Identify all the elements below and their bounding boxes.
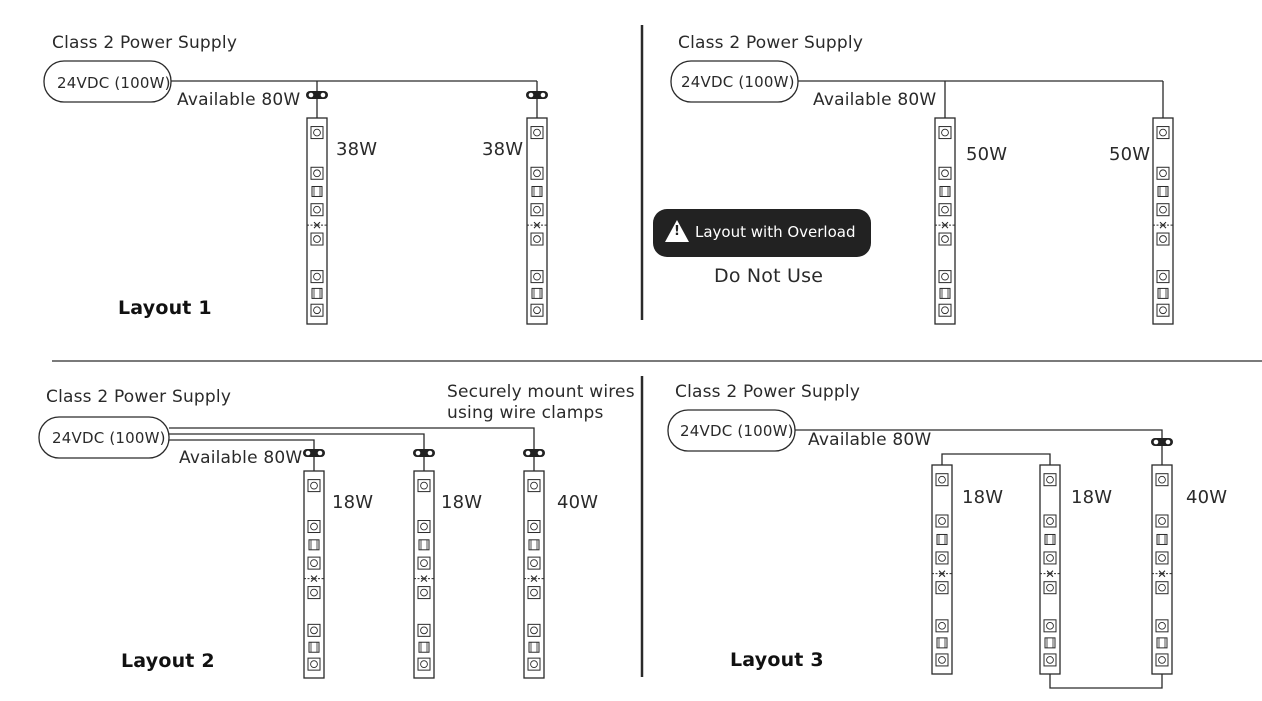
wire — [169, 428, 534, 449]
strip-watt-layout-1-b: 38W — [482, 139, 524, 160]
led-chip-icon — [308, 480, 320, 492]
wire — [1050, 674, 1162, 688]
led-chip-icon — [311, 127, 323, 139]
resistor-icon — [1045, 534, 1055, 544]
led-chip-icon — [939, 233, 951, 245]
led-chip-icon — [939, 271, 951, 283]
led-chip-icon — [418, 658, 430, 670]
led-strip-layout-3-a — [932, 465, 952, 674]
led-chip-icon — [936, 582, 948, 594]
psu-label-overload: Class 2 Power Supply — [678, 33, 864, 53]
led-chip-icon — [936, 474, 948, 486]
led-chip-icon — [528, 624, 540, 636]
led-chip-icon — [939, 304, 951, 316]
led-chip-icon — [528, 480, 540, 492]
connector-hole — [428, 451, 433, 456]
led-chip-icon — [531, 304, 543, 316]
led-chip-icon — [308, 521, 320, 533]
wire — [169, 434, 424, 449]
led-chip-icon — [1044, 552, 1056, 564]
wire — [942, 454, 1050, 465]
connector-hole — [1154, 440, 1159, 445]
led-strip-layout-1-a — [307, 118, 327, 324]
connector-hole — [309, 93, 314, 98]
led-chip-icon — [528, 557, 540, 569]
resistor-icon — [312, 288, 322, 298]
wire-clamp-note-line-1: Securely mount wires — [447, 382, 635, 402]
led-chip-icon — [528, 658, 540, 670]
resistor-icon — [309, 642, 319, 652]
connector-icon — [413, 449, 435, 457]
led-chip-icon — [418, 557, 430, 569]
led-chip-icon — [1157, 204, 1169, 216]
exclamation-icon: ! — [674, 224, 680, 239]
resistor-icon — [1158, 186, 1168, 196]
led-chip-icon — [528, 587, 540, 599]
connector-hole — [321, 93, 326, 98]
resistor-icon — [532, 186, 542, 196]
led-chip-icon — [936, 654, 948, 666]
strip-watt-layout-3-b: 18W — [1071, 487, 1113, 508]
led-chip-icon — [1044, 515, 1056, 527]
led-strip-layout-2-b — [414, 471, 434, 678]
psu-rating-layout-1: 24VDC (100W) — [57, 74, 171, 92]
led-chip-icon — [531, 167, 543, 179]
resistor-icon — [532, 288, 542, 298]
strip-watt-layout-2-a: 18W — [332, 492, 374, 513]
resistor-icon — [419, 642, 429, 652]
led-chip-icon — [531, 204, 543, 216]
led-strip-layout-3-b — [1040, 465, 1060, 674]
psu-label-layout-2: Class 2 Power Supply — [46, 387, 232, 407]
led-chip-icon — [1044, 582, 1056, 594]
led-strip-layout-2-c — [524, 471, 544, 678]
resistor-icon — [529, 642, 539, 652]
led-chip-icon — [311, 271, 323, 283]
strip-watt-layout-1-a: 38W — [336, 139, 378, 160]
psu-rating-overload: 24VDC (100W) — [681, 73, 795, 91]
led-chip-icon — [1157, 233, 1169, 245]
led-chip-icon — [418, 624, 430, 636]
connector-hole — [416, 451, 421, 456]
led-chip-icon — [939, 167, 951, 179]
resistor-icon — [419, 540, 429, 550]
layout-title-2: Layout 2 — [121, 650, 215, 672]
led-chip-icon — [1156, 515, 1168, 527]
connector-hole — [529, 93, 534, 98]
led-chip-icon — [1157, 304, 1169, 316]
led-chip-icon — [1044, 474, 1056, 486]
resistor-icon — [937, 638, 947, 648]
resistor-icon — [937, 534, 947, 544]
led-strip-layout-2-a — [304, 471, 324, 678]
led-chip-icon — [311, 304, 323, 316]
resistor-icon — [1045, 638, 1055, 648]
led-strip-layout-3-c — [1152, 465, 1172, 674]
psu-label-layout-3: Class 2 Power Supply — [675, 382, 861, 402]
led-chip-icon — [308, 557, 320, 569]
led-chip-icon — [1156, 654, 1168, 666]
wire-clamp-note-line-2: using wire clamps — [447, 403, 604, 423]
connector-hole — [1166, 440, 1171, 445]
led-chip-icon — [1156, 620, 1168, 632]
led-chip-icon — [531, 233, 543, 245]
connector-icon — [526, 91, 548, 99]
strip-watt-overload-b: 50W — [1109, 144, 1151, 165]
led-strip-layout-1-b — [527, 118, 547, 324]
led-chip-icon — [939, 204, 951, 216]
strip-watt-layout-3-c: 40W — [1186, 487, 1228, 508]
connector-hole — [541, 93, 546, 98]
led-chip-icon — [308, 587, 320, 599]
led-chip-icon — [418, 480, 430, 492]
overload-warning-badge — [653, 209, 871, 257]
led-chip-icon — [418, 521, 430, 533]
connector-icon — [303, 449, 325, 457]
led-chip-icon — [308, 624, 320, 636]
do-not-use-text: Do Not Use — [714, 265, 824, 287]
led-chip-icon — [936, 515, 948, 527]
connector-hole — [526, 451, 531, 456]
connector-icon — [306, 91, 328, 99]
led-chip-icon — [311, 204, 323, 216]
led-strip-overload-b — [1153, 118, 1173, 324]
psu-rating-layout-2: 24VDC (100W) — [52, 429, 166, 447]
led-chip-icon — [1044, 654, 1056, 666]
available-power-overload: Available 80W — [813, 90, 937, 110]
resistor-icon — [309, 540, 319, 550]
available-power-layout-3: Available 80W — [808, 430, 932, 450]
led-chip-icon — [531, 127, 543, 139]
psu-rating-layout-3: 24VDC (100W) — [680, 422, 794, 440]
led-chip-icon — [1044, 620, 1056, 632]
resistor-icon — [312, 186, 322, 196]
connector-icon — [523, 449, 545, 457]
resistor-icon — [1157, 534, 1167, 544]
strip-watt-layout-2-b: 18W — [441, 492, 483, 513]
resistor-icon — [1158, 288, 1168, 298]
led-chip-icon — [531, 271, 543, 283]
available-power-layout-1: Available 80W — [177, 90, 301, 110]
available-power-layout-2: Available 80W — [179, 448, 303, 468]
led-chip-icon — [1157, 271, 1169, 283]
led-chip-icon — [1156, 474, 1168, 486]
resistor-icon — [529, 540, 539, 550]
led-chip-icon — [939, 127, 951, 139]
led-chip-icon — [311, 233, 323, 245]
led-chip-icon — [1157, 127, 1169, 139]
connector-icon — [1151, 438, 1173, 446]
led-chip-icon — [936, 552, 948, 564]
connector-hole — [306, 451, 311, 456]
led-chip-icon — [1156, 582, 1168, 594]
layout-title-3: Layout 3 — [730, 649, 824, 671]
resistor-icon — [940, 186, 950, 196]
led-chip-icon — [1156, 552, 1168, 564]
connector-hole — [318, 451, 323, 456]
led-strip-overload-a — [935, 118, 955, 324]
led-chip-icon — [418, 587, 430, 599]
strip-watt-overload-a: 50W — [966, 144, 1008, 165]
overload-warning-text: Layout with Overload — [695, 223, 856, 241]
led-chip-icon — [528, 521, 540, 533]
strip-watt-layout-3-a: 18W — [962, 487, 1004, 508]
strip-watt-layout-2-c: 40W — [557, 492, 599, 513]
led-chip-icon — [308, 658, 320, 670]
led-chip-icon — [936, 620, 948, 632]
led-chip-icon — [1157, 167, 1169, 179]
resistor-icon — [1157, 638, 1167, 648]
psu-label-layout-1: Class 2 Power Supply — [52, 33, 238, 53]
resistor-icon — [940, 288, 950, 298]
layout-title-1: Layout 1 — [118, 297, 212, 319]
connector-hole — [538, 451, 543, 456]
led-chip-icon — [311, 167, 323, 179]
